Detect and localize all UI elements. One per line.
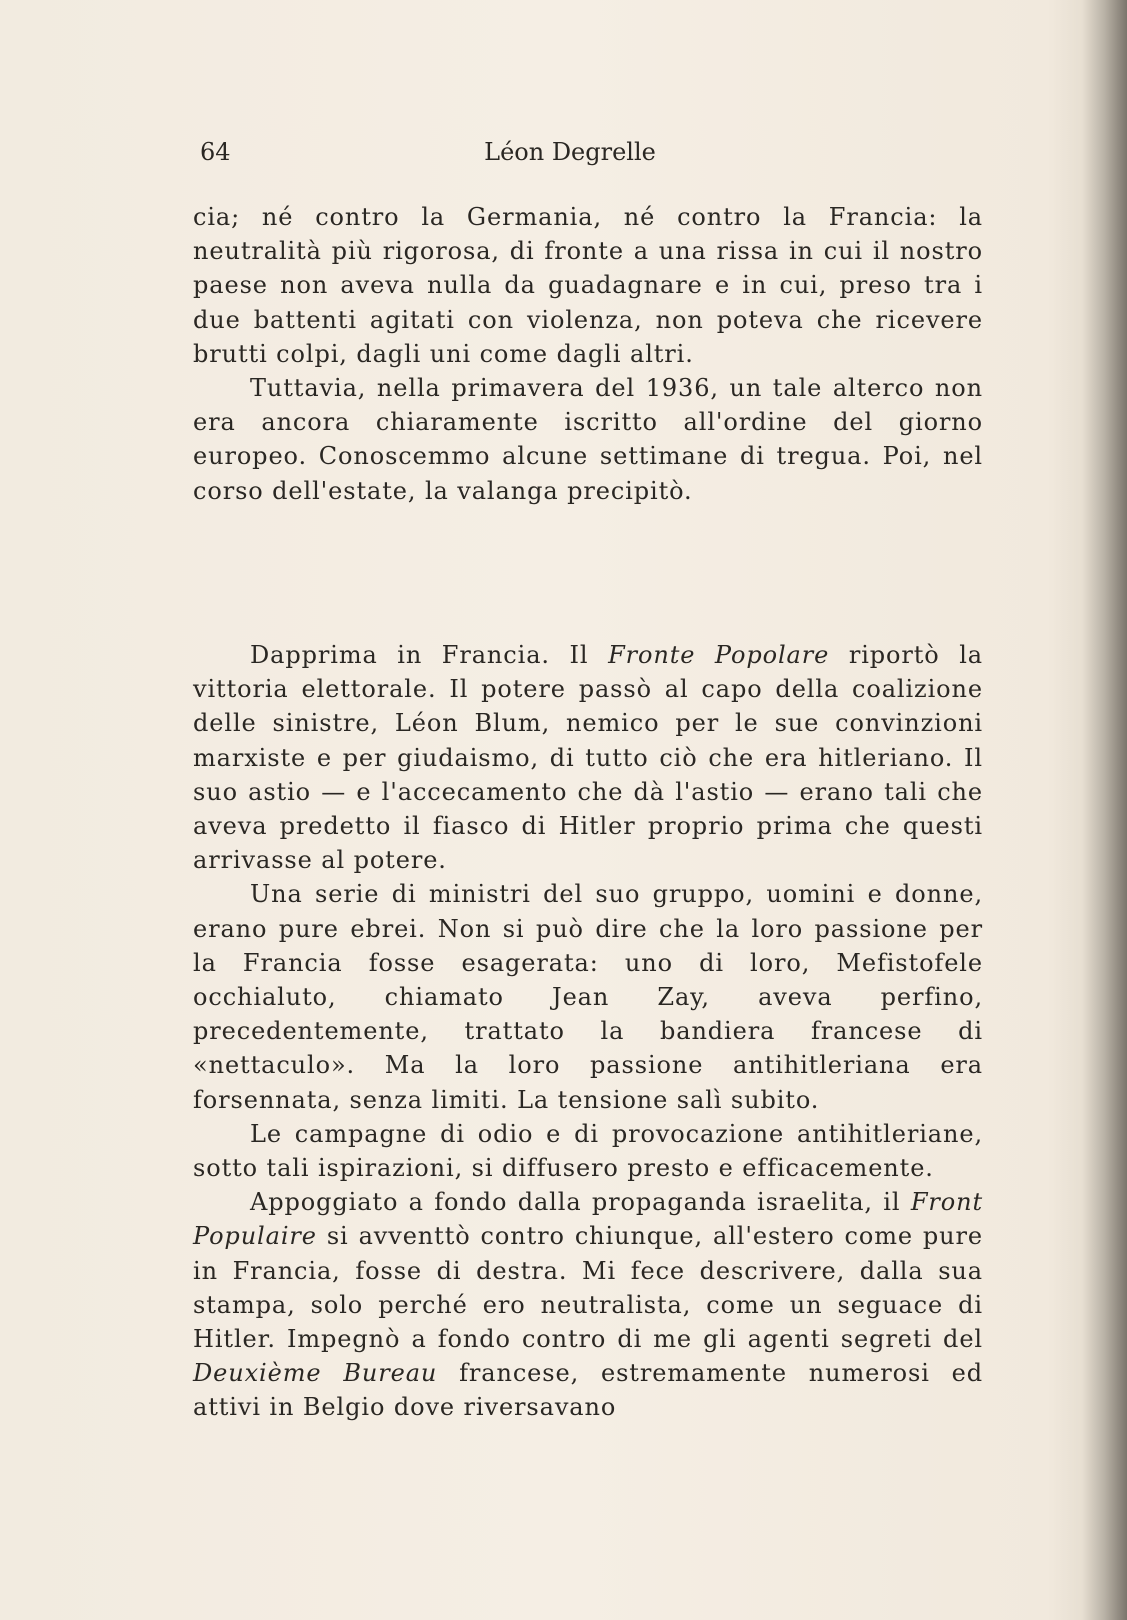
text-section-1 <box>193 200 983 508</box>
page-number: 64 <box>200 138 231 166</box>
paragraph-3-part-c: riportò la vittoria elettorale. Il potere passò al capo della coalizione delle sinistre, Léon Blum, nemico per le sue convinzioni marxiste e per giudaismo, di tutto ciò che era hitleriano. Il suo astio — e l'accecamento che dà l'astio — erano tali che aveva predetto il fiasco di Hitler proprio prima che questi arrivasse al potere. <box>193 641 984 875</box>
text-section-2 <box>193 638 983 1425</box>
paragraph-1: cia; né contro la Germania, né contro la Francia: la neutralità più rigorosa, di fronte a una rissa in cui il nostro paese non aveva nulla da guadagnare e in cui, preso tra i due battenti agitati con violenza, non poteva che ricevere brutti colpi, dagli uni come dagli altri. <box>193 203 983 368</box>
deuxieme-bureau-italic: Deuxième Bureau <box>193 1359 438 1388</box>
fronte-popolare-italic: Fronte Popolare <box>608 641 830 669</box>
paragraph-6-part-e: francese, estremamente numerosi ed attivi in Belgio dove riversavano <box>193 1359 983 1422</box>
paragraph-5: Le campagne di odio e di provocazione antihitleriane, sotto tali ispirazioni, si diffusero presto e efficacemente. <box>193 1119 983 1183</box>
paragraph-6-part-a: Appoggiato a fondo dalla propaganda israelita, il <box>250 1188 911 1217</box>
paragraph-3 <box>193 638 983 877</box>
front-populaire-italic: Front Populaire <box>193 1188 983 1251</box>
paragraph-6 <box>193 1185 983 1424</box>
paragraph-3-part-a: Dapprima in Francia. Il <box>250 641 609 669</box>
paragraph-4: Una serie di ministri del suo gruppo, uomini e donne, erano pure ebrei. Non si può dire che la loro passione per la Francia fosse esagerata: uno di loro, Mefistofele occhialuto, chiamato Jean Zay, aveva perfino, precedentemente, trattato la bandiera francese di «nettaculo». Ma la loro passione antihitleriana era forsennata, senza limiti. La tensione salì subito. <box>193 880 983 1114</box>
paragraph-6-part-c: si avventtò contro chiunque, all'estero come pure in Francia, fosse di destra. Mi fece descrivere, dalla sua stampa, solo perché ero neutralista, come un seguace di Hitler. Impegnò a fondo contro di me gli agenti segreti del <box>193 1222 983 1354</box>
paragraph-2: Tuttavia, nella primavera del 1936, un tale alterco non era ancora chiaramente iscritto all'ordine del giorno europeo. Conoscemmo alcune settimane di tregua. Poi, nel corso dell'estate, la valanga precipitò. <box>193 374 983 505</box>
running-title: Léon Degrelle <box>484 138 656 166</box>
page-header <box>200 138 940 174</box>
